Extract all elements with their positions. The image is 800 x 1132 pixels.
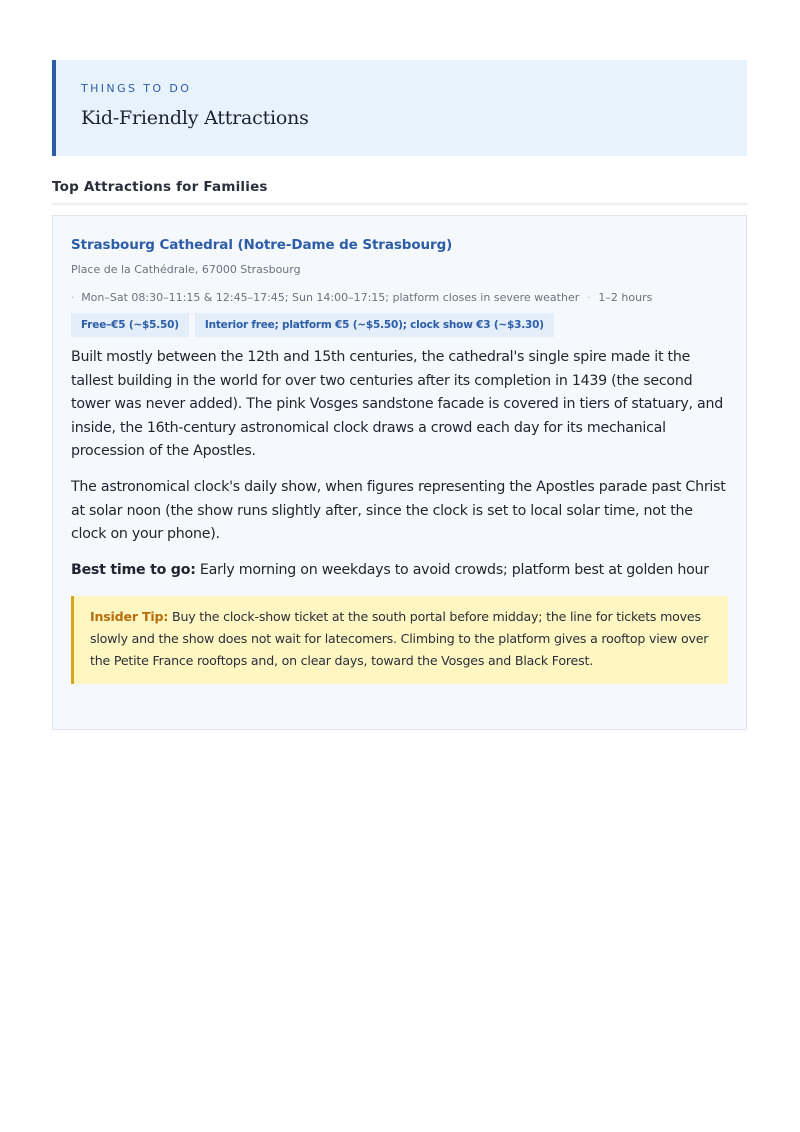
page-header-banner — [52, 60, 747, 156]
page — [52, 60, 747, 730]
attraction-address: Place de la Cathédrale, 67000 Strasbourg — [71, 263, 301, 276]
price-tag: Free–€5 (~$5.50) — [71, 313, 189, 337]
attraction-highlight: The astronomical clock's daily show, when figures representing the Apostles parade past Christ at solar noon (the show runs slightly after, since the clock is set to local solar time, not the clock on your phone). — [71, 478, 726, 543]
section-heading: Top Attractions for Families — [52, 178, 747, 205]
opening-hours: Mon–Sat 08:30–11:15 & 12:45–17:45; Sun 14:00–17:15; platform closes in severe weather — [81, 291, 580, 304]
visit-duration: 1–2 hours — [598, 291, 653, 304]
bullet-separator: · — [71, 293, 75, 304]
best-time — [71, 559, 728, 583]
insider-tip-text: Buy the clock-show ticket at the south portal before midday; the line for tickets moves slowly and the show does not wait for latecomers. Climbing to the platform gives a rooftop view over the Petite France rooftops and, on clear days, toward the Vosges and Black Forest. — [90, 609, 709, 669]
best-time-value: Early morning on weekdays to avoid crowds; platform best at golden hour — [199, 561, 709, 578]
section-eyebrow: THINGS TO DO — [81, 82, 192, 95]
attraction-card — [52, 215, 747, 730]
attraction-title[interactable]: Strasbourg Cathedral (Notre-Dame de Strasbourg) — [71, 237, 453, 253]
price-detail-tag: Interior free; platform €5 (~$5.50); clock show €3 (~$3.30) — [195, 313, 554, 337]
insider-tip — [71, 596, 728, 684]
best-time-label: Best time to go: — [71, 561, 196, 578]
bullet-separator: · — [587, 293, 591, 304]
page-title: Kid-Friendly Attractions — [81, 107, 309, 129]
insider-tip-label: Insider Tip: — [90, 609, 169, 625]
price-tags — [71, 313, 728, 337]
attraction-meta — [71, 291, 728, 306]
attraction-description: Built mostly between the 12th and 15th centuries, the cathedral's single spire made it the tallest building in the world for over two centuries after its completion in 1439 (the second tower was never added). The pink Vosges sandstone facade is covered in tiers of statuary, and inside, the 16th-century astronomical clock draws a crowd each day for its mechanical procession of the Apostles. — [71, 349, 723, 460]
